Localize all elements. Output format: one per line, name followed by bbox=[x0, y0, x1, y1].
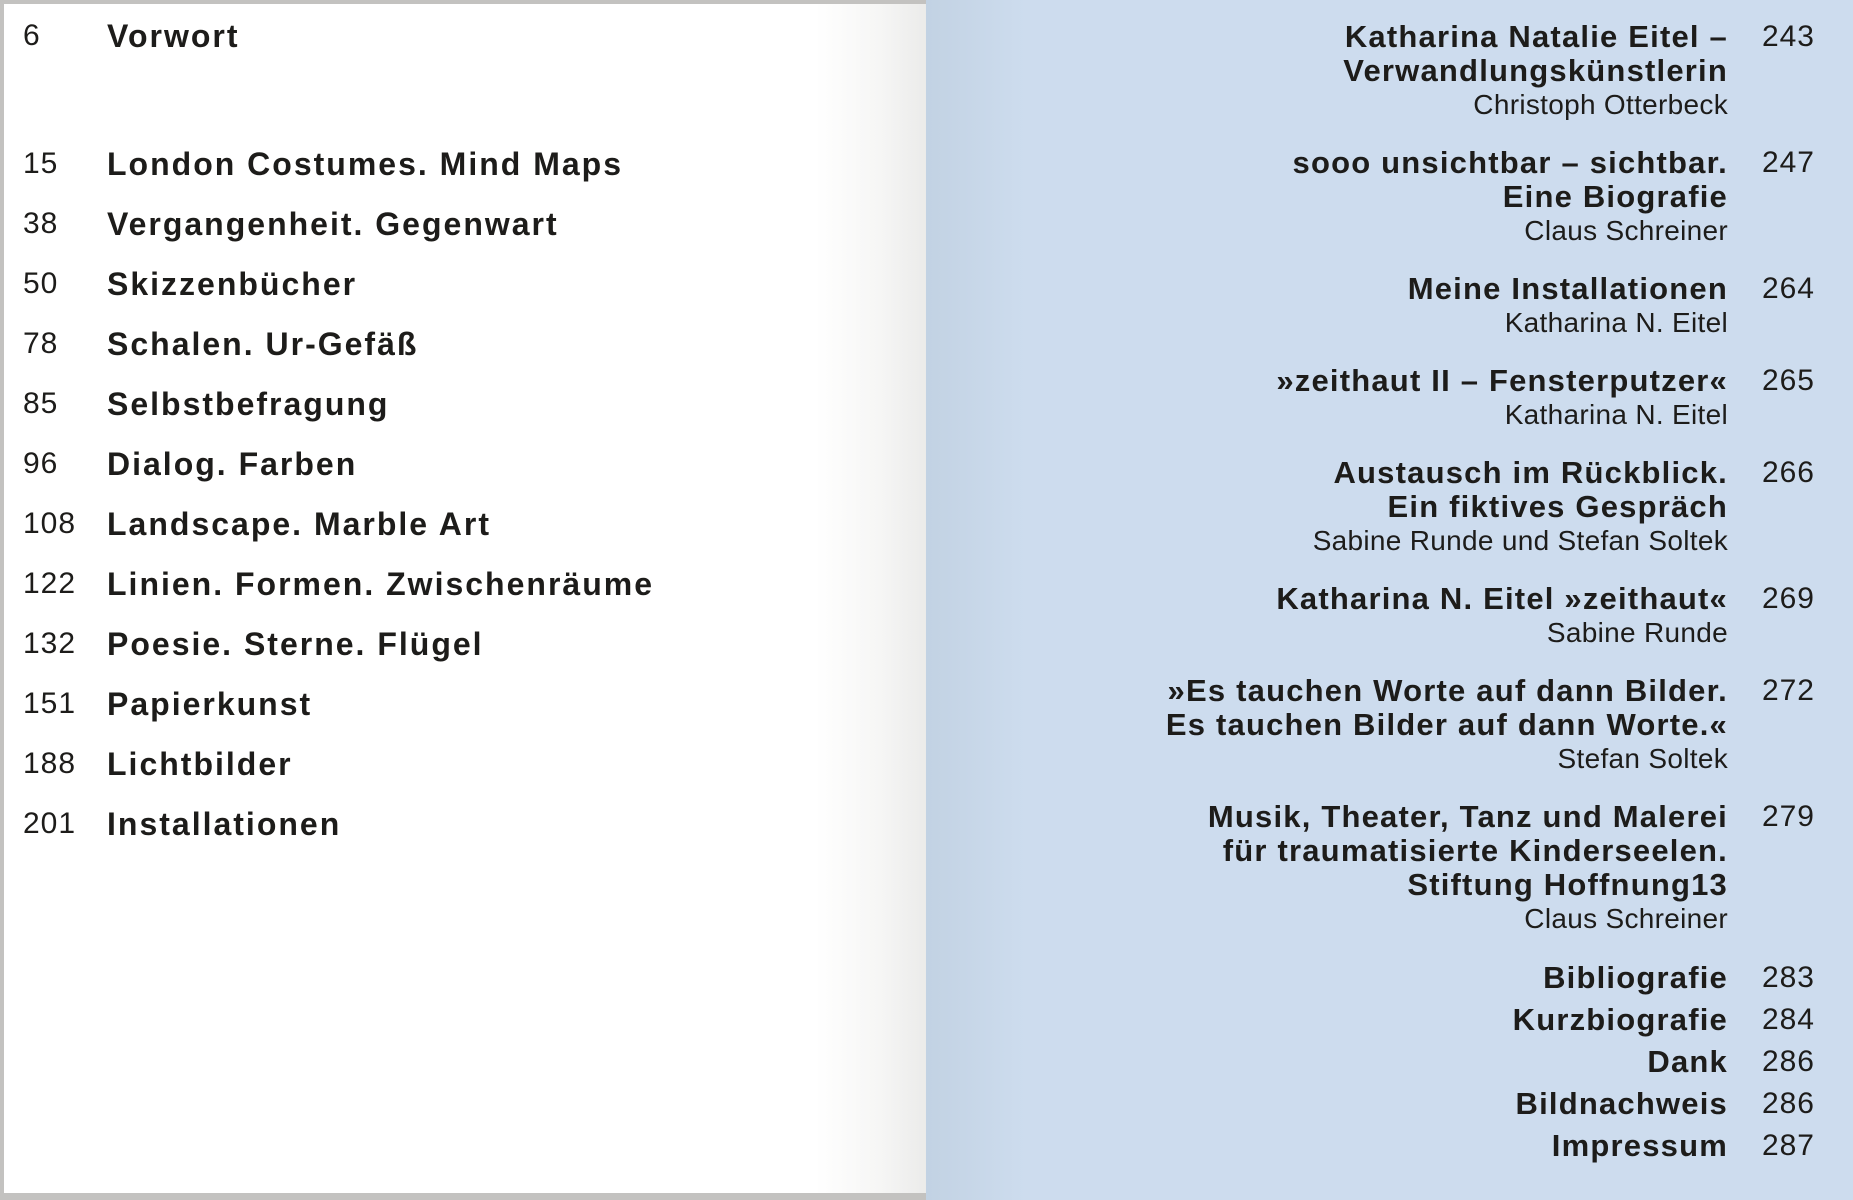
backmatter-title: Bibliografie bbox=[1543, 960, 1728, 995]
page-number: 78 bbox=[23, 327, 59, 360]
essay-title-line: Verwandlungskünstlerin bbox=[1343, 53, 1728, 88]
chapter-title: Papierkunst bbox=[107, 686, 313, 722]
left-page bbox=[4, 4, 926, 1193]
essay-title-line: »Es tauchen Worte auf dann Bilder. bbox=[1167, 673, 1728, 708]
toc-entry bbox=[23, 207, 883, 241]
page-number: 151 bbox=[23, 687, 77, 720]
essay-title-line: Austausch im Rückblick. bbox=[1333, 455, 1728, 490]
toc-entry-group bbox=[995, 582, 1815, 650]
page-number: 272 bbox=[1761, 674, 1815, 707]
essay-author: Christoph Otterbeck bbox=[1473, 89, 1728, 120]
essay-title-line: Es tauchen Bilder auf dann Worte.« bbox=[1165, 707, 1728, 742]
essay-title-line: Ein fiktives Gespräch bbox=[1387, 489, 1728, 524]
toc-entry bbox=[23, 507, 883, 541]
chapter-title: Lichtbilder bbox=[107, 746, 293, 782]
essay-title-line: »zeithaut II – Fensterputzer« bbox=[1276, 363, 1728, 398]
backmatter-entry bbox=[995, 960, 1815, 1002]
page-number: 287 bbox=[1761, 1129, 1815, 1162]
backmatter-title: Kurzbiografie bbox=[1512, 1002, 1728, 1037]
toc-entry bbox=[23, 267, 883, 301]
essay-title-line: Musik, Theater, Tanz und Malerei bbox=[1207, 799, 1728, 834]
essay-author: Sabine Runde bbox=[1546, 617, 1728, 648]
chapter-title: London Costumes. Mind Maps bbox=[107, 146, 623, 182]
toc-entry bbox=[23, 687, 883, 721]
page-number: 38 bbox=[23, 207, 59, 240]
backmatter-entry bbox=[995, 1044, 1815, 1086]
page-number: 286 bbox=[1761, 1087, 1815, 1120]
chapter-title: Installationen bbox=[107, 806, 342, 842]
toc-entry-group bbox=[995, 800, 1815, 936]
essay-title-line: Katharina Natalie Eitel – bbox=[1344, 19, 1728, 54]
toc-entry bbox=[23, 807, 883, 841]
chapter-title: Schalen. Ur-Gefäß bbox=[107, 326, 419, 362]
essay-author: Stefan Soltek bbox=[1557, 743, 1728, 774]
page-number: 266 bbox=[1761, 456, 1815, 489]
backmatter-list bbox=[995, 960, 1815, 1170]
essay-author: Katharina N. Eitel bbox=[1504, 307, 1728, 338]
page-number: 201 bbox=[23, 807, 77, 840]
chapter-title: Vorwort bbox=[107, 18, 240, 54]
page-number: 108 bbox=[23, 507, 77, 540]
toc-entry-group bbox=[995, 456, 1815, 558]
essay-author: Claus Schreiner bbox=[1524, 903, 1728, 934]
essay-author: Sabine Runde und Stefan Soltek bbox=[1312, 525, 1728, 556]
page-number: 283 bbox=[1761, 961, 1815, 994]
page-number: 188 bbox=[23, 747, 77, 780]
chapter-title: Vergangenheit. Gegenwart bbox=[107, 206, 559, 242]
backmatter-entry bbox=[995, 1128, 1815, 1170]
page-number: 243 bbox=[1761, 20, 1815, 53]
essay-title-line: für traumatisierte Kinderseelen. bbox=[1222, 833, 1728, 868]
backmatter-title: Dank bbox=[1647, 1044, 1728, 1079]
chapter-title: Landscape. Marble Art bbox=[107, 506, 492, 542]
essay-title-line: Stiftung Hoffnung13 bbox=[1407, 867, 1728, 902]
toc-entry-group bbox=[995, 272, 1815, 340]
page-number: 247 bbox=[1761, 146, 1815, 179]
chapter-title: Poesie. Sterne. Flügel bbox=[107, 626, 484, 662]
toc-entry bbox=[23, 567, 883, 601]
essay-author: Katharina N. Eitel bbox=[1504, 399, 1728, 430]
backmatter-title: Impressum bbox=[1551, 1128, 1728, 1163]
backmatter-title: Bildnachweis bbox=[1515, 1086, 1728, 1121]
page-number: 85 bbox=[23, 387, 59, 420]
chapter-title: Dialog. Farben bbox=[107, 446, 358, 482]
toc-entry-group bbox=[995, 20, 1815, 122]
toc-entry bbox=[23, 387, 883, 421]
chapter-title: Selbstbefragung bbox=[107, 386, 390, 422]
page-number: 122 bbox=[23, 567, 77, 600]
page-number: 6 bbox=[23, 19, 41, 52]
page-number: 284 bbox=[1761, 1003, 1815, 1036]
backmatter-entry bbox=[995, 1086, 1815, 1128]
page-number: 132 bbox=[23, 627, 77, 660]
page-number: 269 bbox=[1761, 582, 1815, 615]
essay-title-line: Meine Installationen bbox=[1407, 271, 1728, 306]
toc-entry bbox=[23, 627, 883, 661]
toc-entry bbox=[23, 327, 883, 361]
essay-title-line: Katharina N. Eitel »zeithaut« bbox=[1276, 581, 1728, 616]
right-toc-list bbox=[995, 20, 1815, 1170]
backmatter-entry bbox=[995, 1002, 1815, 1044]
page-number: 96 bbox=[23, 447, 59, 480]
chapter-title: Skizzenbücher bbox=[107, 266, 358, 302]
page-number: 265 bbox=[1761, 364, 1815, 397]
right-page bbox=[926, 0, 1853, 1200]
page-number: 15 bbox=[23, 147, 59, 180]
essay-title-line: Eine Biografie bbox=[1502, 179, 1728, 214]
toc-entry-group bbox=[995, 364, 1815, 432]
page-number: 286 bbox=[1761, 1045, 1815, 1078]
essay-author: Claus Schreiner bbox=[1524, 215, 1728, 246]
page-number: 279 bbox=[1761, 800, 1815, 833]
page-number: 50 bbox=[23, 267, 59, 300]
toc-entry bbox=[23, 19, 883, 53]
toc-entry bbox=[23, 747, 883, 781]
chapter-title: Linien. Formen. Zwischenräume bbox=[107, 566, 654, 602]
essay-title-line: sooo unsichtbar – sichtbar. bbox=[1292, 145, 1728, 180]
toc-entry-group bbox=[995, 674, 1815, 776]
page-number: 264 bbox=[1761, 272, 1815, 305]
left-toc-list bbox=[23, 19, 883, 867]
toc-entry-group bbox=[995, 146, 1815, 248]
toc-entry bbox=[23, 147, 883, 181]
toc-entry bbox=[23, 447, 883, 481]
